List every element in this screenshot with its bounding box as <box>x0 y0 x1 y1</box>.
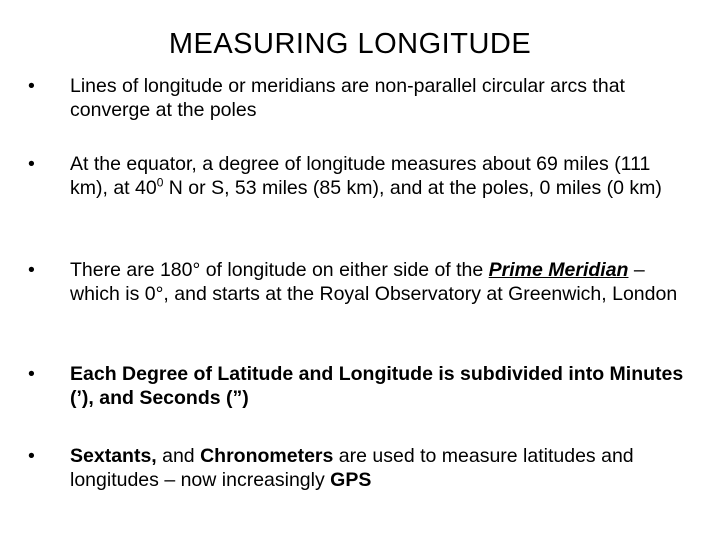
bullet-marker: • <box>28 445 35 467</box>
degree-superscript: 0 <box>156 175 164 190</box>
bullet-item-meridians <box>28 74 688 122</box>
bullet-text: There are 180° of longitude on either side of the Prime Meridian – which is 0°, and starts at the Royal Observatory at Greenwich, London <box>70 259 678 305</box>
bullet-text: At the equator, a degree of longitude measures about 69 miles (111 km), at $40^0$ N or S, 53 miles (85 km), and at the poles, 0 miles (0 km) <box>70 153 662 199</box>
sextants-term: Sextants, <box>70 445 157 467</box>
bullet-marker: • <box>28 153 35 175</box>
bullet-marker: • <box>28 259 35 281</box>
bullet-item-prime-meridian <box>28 258 688 306</box>
bullet-text: Sextants, and Chronometers are used to measure latitudes and longitudes – now increasingly GPS <box>70 445 634 491</box>
bullet-text: Lines of longitude or meridians are non-parallel circular arcs that converge at the poles <box>70 75 625 121</box>
bullet-text: Each Degree of Latitude and Longitude is subdivided into Minutes (’), and Seconds (”) <box>70 363 684 409</box>
bullet-item-subdivision <box>28 362 688 410</box>
chronometers-term: Chronometers <box>200 445 334 467</box>
bullet-item-instruments <box>28 444 688 492</box>
bullet-item-degree-length <box>28 152 688 200</box>
bullet-marker: • <box>28 75 35 97</box>
bullet-marker: • <box>28 363 35 385</box>
prime-meridian-emphasis: Prime Meridian <box>488 259 629 281</box>
slide-title: MEASURING LONGITUDE <box>168 28 532 60</box>
gps-term: GPS <box>330 469 372 491</box>
